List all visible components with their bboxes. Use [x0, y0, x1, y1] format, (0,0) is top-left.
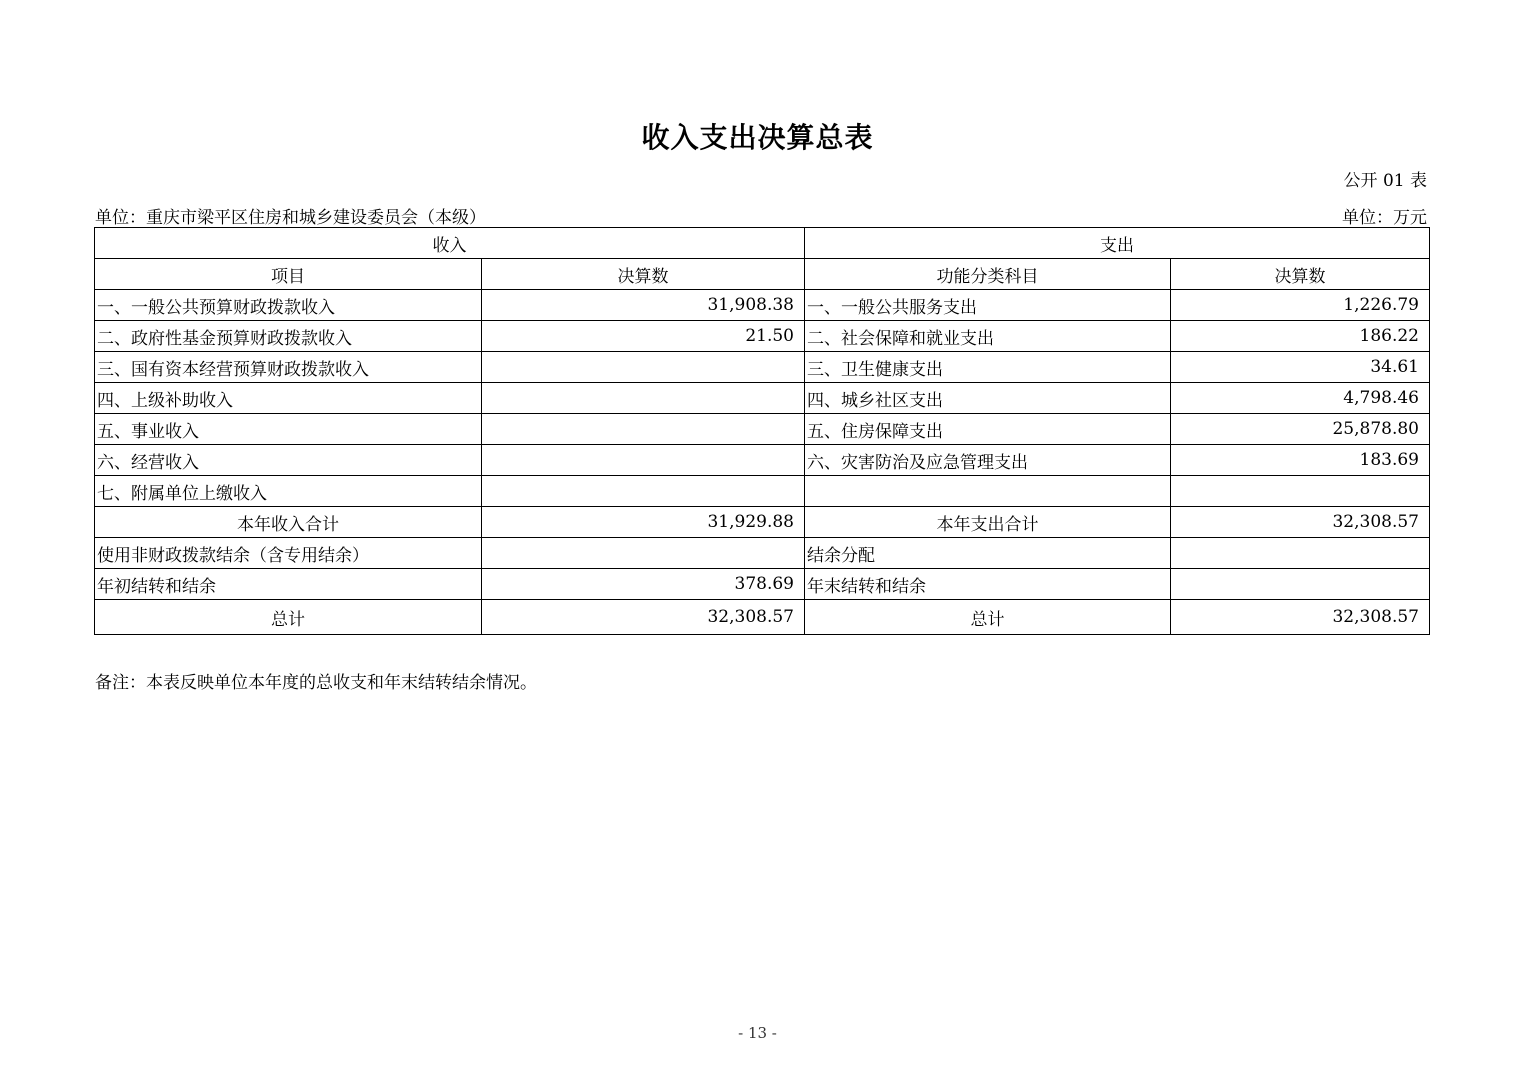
table-row [95, 445, 1430, 476]
income-amount: 31,908.38 [482, 290, 805, 321]
income-total-amount: 32,308.57 [482, 600, 805, 635]
expense-amount [1171, 538, 1430, 569]
expense-item: 六、灾害防治及应急管理支出 [805, 445, 1171, 476]
income-amount: 21.50 [482, 321, 805, 352]
unit-currency: 单位：万元 [1342, 208, 1427, 228]
table-row [95, 538, 1430, 569]
expense-amount: 183.69 [1171, 445, 1430, 476]
expense-item: 三、卫生健康支出 [805, 352, 1171, 383]
expense-item [805, 476, 1171, 507]
table-row [95, 569, 1430, 600]
col-item-header: 项目 [95, 259, 482, 290]
expense-amount: 186.22 [1171, 321, 1430, 352]
table-row [95, 476, 1430, 507]
income-item: 年初结转和结余 [95, 569, 482, 600]
income-total-label: 总计 [95, 600, 482, 635]
expense-item: 二、社会保障和就业支出 [805, 321, 1171, 352]
expense-total-amount: 32,308.57 [1171, 600, 1430, 635]
table-column-header-row [95, 259, 1430, 290]
page-title: 收入支出决算总表 [641, 121, 874, 154]
table-row [95, 414, 1430, 445]
table-row [95, 383, 1430, 414]
income-subtotal-label: 本年收入合计 [95, 507, 482, 538]
expense-amount [1171, 476, 1430, 507]
income-amount [482, 445, 805, 476]
subtotal-row [95, 507, 1430, 538]
income-amount [482, 476, 805, 507]
income-amount: 378.69 [482, 569, 805, 600]
income-subtotal-amount: 31,929.88 [482, 507, 805, 538]
expense-amount: 1,226.79 [1171, 290, 1430, 321]
expense-item: 五、住房保障支出 [805, 414, 1171, 445]
income-item: 二、政府性基金预算财政拨款收入 [95, 321, 482, 352]
expense-total-label: 总计 [805, 600, 1171, 635]
form-code: 公开 01 表 [1343, 171, 1427, 191]
unit-organization: 单位：重庆市梁平区住房和城乡建设委员会（本级） [95, 208, 486, 228]
total-row [95, 600, 1430, 635]
income-header: 收入 [95, 228, 805, 259]
col-function-header: 功能分类科目 [805, 259, 1171, 290]
table-row [95, 352, 1430, 383]
table-row [95, 321, 1430, 352]
income-amount [482, 538, 805, 569]
expense-subtotal-amount: 32,308.57 [1171, 507, 1430, 538]
col-amount-header: 决算数 [482, 259, 805, 290]
income-item: 六、经营收入 [95, 445, 482, 476]
table-row [95, 290, 1430, 321]
income-item: 一、一般公共预算财政拨款收入 [95, 290, 482, 321]
col-amount2-header: 决算数 [1171, 259, 1430, 290]
income-item: 七、附属单位上缴收入 [95, 476, 482, 507]
income-item: 三、国有资本经营预算财政拨款收入 [95, 352, 482, 383]
page-number: - 13 - [738, 1024, 777, 1042]
expense-subtotal-label: 本年支出合计 [805, 507, 1171, 538]
income-amount [482, 383, 805, 414]
expense-item: 结余分配 [805, 538, 1171, 569]
expense-amount: 34.61 [1171, 352, 1430, 383]
income-amount [482, 414, 805, 445]
table-section-header-row [95, 228, 1430, 259]
income-item: 五、事业收入 [95, 414, 482, 445]
income-item: 使用非财政拨款结余（含专用结余） [95, 538, 482, 569]
expense-item: 一、一般公共服务支出 [805, 290, 1171, 321]
income-expense-table [94, 227, 1430, 635]
expense-amount: 4,798.46 [1171, 383, 1430, 414]
expense-item: 年末结转和结余 [805, 569, 1171, 600]
expense-item: 四、城乡社区支出 [805, 383, 1171, 414]
expense-header: 支出 [805, 228, 1430, 259]
footnote: 备注：本表反映单位本年度的总收支和年末结转结余情况。 [95, 673, 537, 693]
income-item: 四、上级补助收入 [95, 383, 482, 414]
expense-amount: 25,878.80 [1171, 414, 1430, 445]
expense-amount [1171, 569, 1430, 600]
income-amount [482, 352, 805, 383]
